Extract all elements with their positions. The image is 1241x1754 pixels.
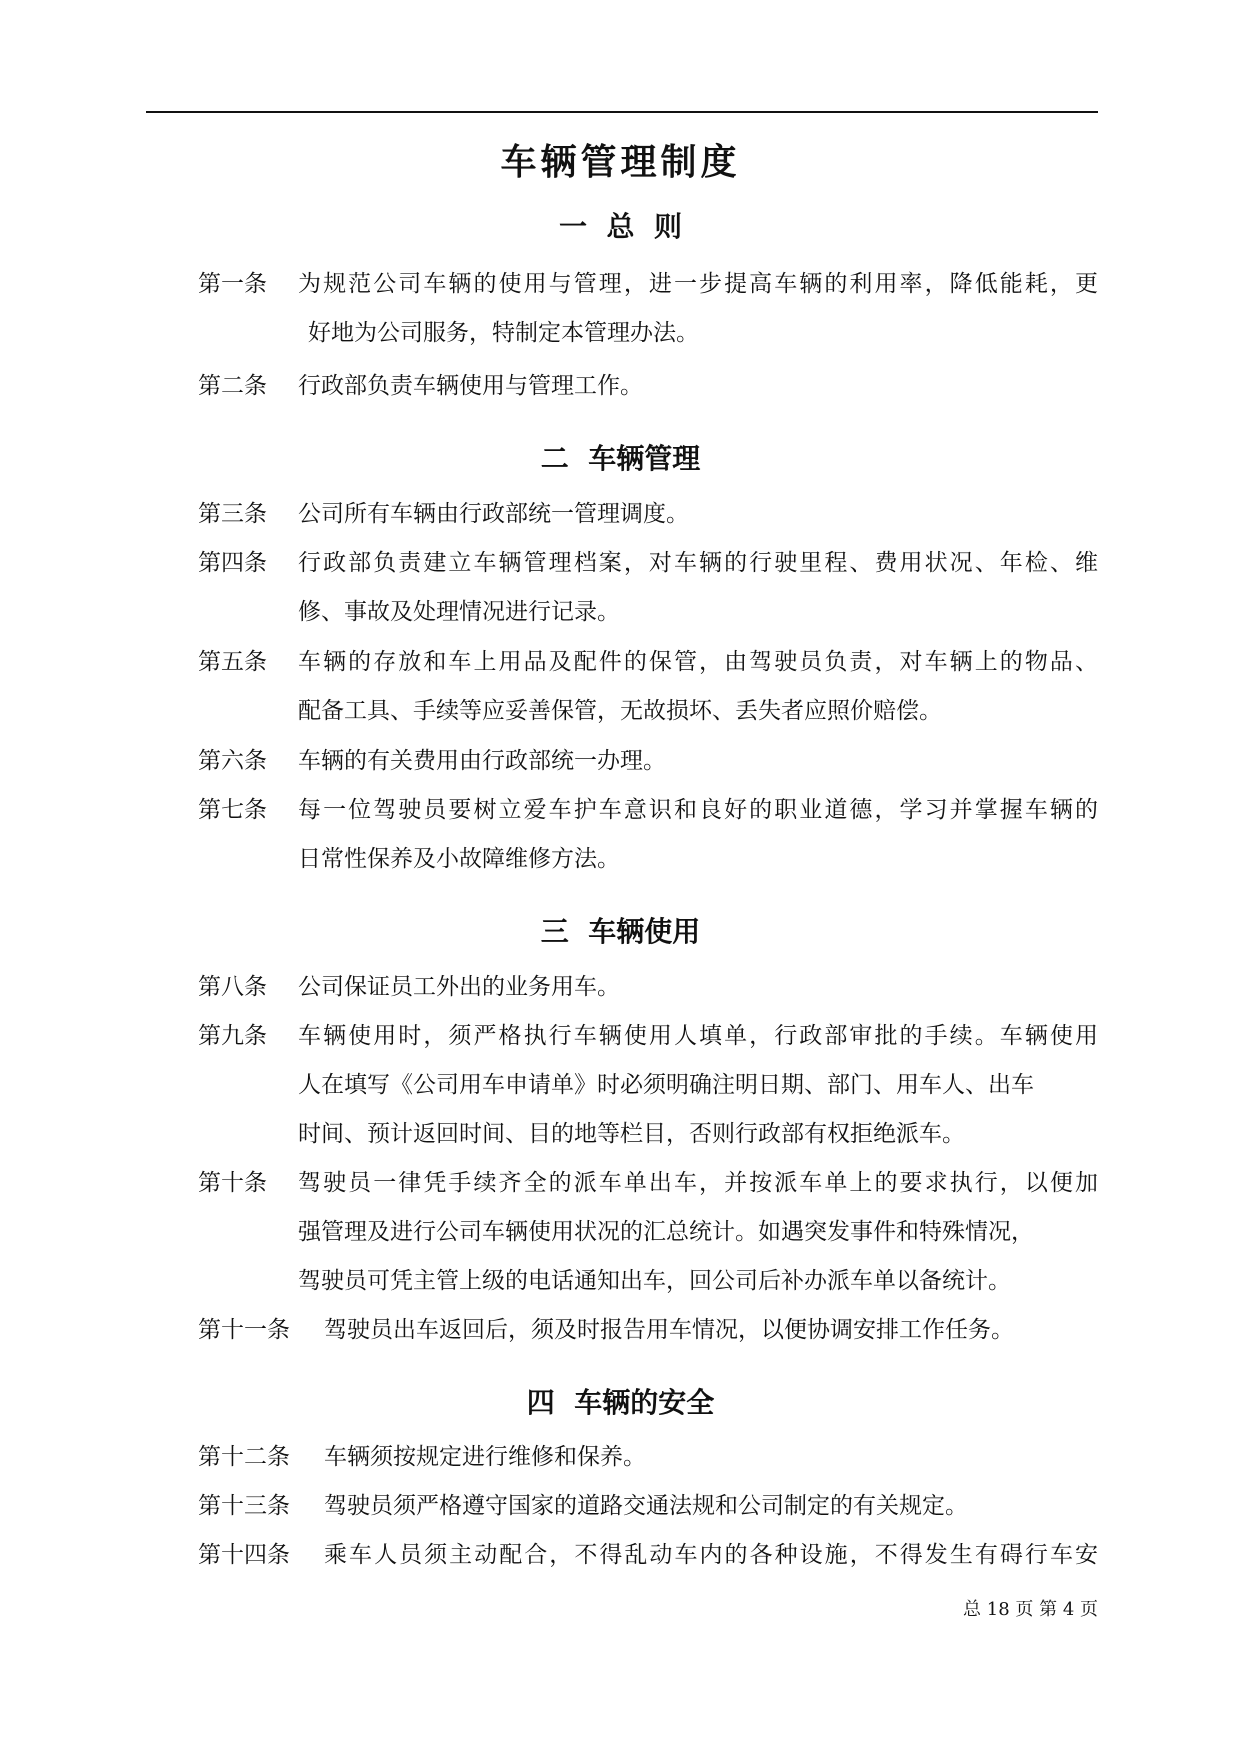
article-text-cont: 人在填写《公司用车申请单》时必须明确注明日期、部门、用车人、出车 (298, 1072, 1034, 1098)
article-label: 第九条 (198, 1023, 267, 1049)
article-text: 驾驶员须严格遵守国家的道路交通法规和公司制定的有关规定。 (324, 1493, 968, 1519)
article-label: 第十一条 (198, 1317, 290, 1343)
article-label: 第五条 (198, 649, 267, 675)
article-text: 车辆使用时，须严格执行车辆使用人填单，行政部审批的手续。车辆使用 (298, 1023, 1098, 1049)
article-13 (198, 1482, 1098, 1531)
article-text: 公司所有车辆由行政部统一管理调度。 (298, 501, 689, 527)
article-text-cont: 配备工具、手续等应妥善保管，无故损坏、丢失者应照价赔偿。 (298, 698, 942, 724)
article-text-cont: 修、事故及处理情况进行记录。 (298, 599, 620, 625)
article-1 (198, 260, 1098, 358)
article-label: 第六条 (198, 748, 267, 774)
article-text-cont: 强管理及进行公司车辆使用状况的汇总统计。如遇突发事件和特殊情况， (298, 1219, 1034, 1245)
article-text: 行政部负责建立车辆管理档案，对车辆的行驶里程、费用状况、年检、维 (298, 550, 1098, 576)
article-label: 第十条 (198, 1170, 267, 1196)
section-heading-3: 三 车辆使用 (540, 915, 701, 948)
section-heading-2: 二 车辆管理 (540, 442, 701, 475)
article-text: 驾驶员出车返回后，须及时报告用车情况，以便协调安排工作任务。 (324, 1317, 1014, 1343)
article-label: 第三条 (198, 501, 267, 527)
page-number: 总 18 页 第 4 页 (963, 1599, 1098, 1620)
article-label: 第八条 (198, 974, 267, 1000)
article-2 (198, 362, 1098, 411)
article-text-cont: 好地为公司服务，特制定本管理办法。 (308, 320, 699, 346)
article-text: 每一位驾驶员要树立爱车护车意识和良好的职业道德，学习并掌握车辆的 (298, 797, 1098, 823)
article-text: 驾驶员一律凭手续齐全的派车单出车，并按派车单上的要求执行，以便加 (298, 1170, 1098, 1196)
article-14 (198, 1531, 1098, 1580)
article-text: 为规范公司车辆的使用与管理，进一步提高车辆的利用率，降低能耗，更 (298, 271, 1098, 297)
article-8 (198, 963, 1098, 1012)
article-label: 第二条 (198, 373, 267, 399)
article-9 (198, 1012, 1098, 1159)
document-title: 车辆管理制度 (500, 142, 741, 183)
header-rule (146, 111, 1098, 113)
article-label: 第四条 (198, 550, 267, 576)
article-text: 乘车人员须主动配合，不得乱动车内的各种设施，不得发生有碍行车安 (324, 1542, 1098, 1568)
section-heading-4: 四 车辆的安全 (526, 1386, 715, 1419)
article-10 (198, 1159, 1098, 1306)
article-12 (198, 1433, 1098, 1482)
article-label: 第一条 (198, 271, 267, 297)
article-label: 第十四条 (198, 1542, 290, 1568)
article-text-cont: 驾驶员可凭主管上级的电话通知出车，回公司后补办派车单以备统计。 (298, 1268, 1011, 1294)
article-text-cont: 时间、预计返回时间、目的地等栏目，否则行政部有权拒绝派车。 (298, 1121, 965, 1147)
article-label: 第十二条 (198, 1444, 290, 1470)
article-text: 行政部负责车辆使用与管理工作。 (298, 373, 643, 399)
article-5 (198, 638, 1098, 736)
article-text: 公司保证员工外出的业务用车。 (298, 974, 620, 1000)
article-11 (198, 1306, 1098, 1355)
article-text: 车辆的有关费用由行政部统一办理。 (298, 748, 666, 774)
article-3 (198, 490, 1098, 539)
article-text: 车辆的存放和车上用品及配件的保管，由驾驶员负责，对车辆上的物品、 (298, 649, 1098, 675)
article-4 (198, 539, 1098, 637)
article-label: 第十三条 (198, 1493, 290, 1519)
article-label: 第七条 (198, 797, 267, 823)
article-7 (198, 786, 1098, 884)
article-text: 车辆须按规定进行维修和保养。 (324, 1444, 646, 1470)
article-text-cont: 日常性保养及小故障维修方法。 (298, 846, 620, 872)
article-6 (198, 737, 1098, 786)
section-heading-1: 一 总 则 (559, 210, 682, 243)
